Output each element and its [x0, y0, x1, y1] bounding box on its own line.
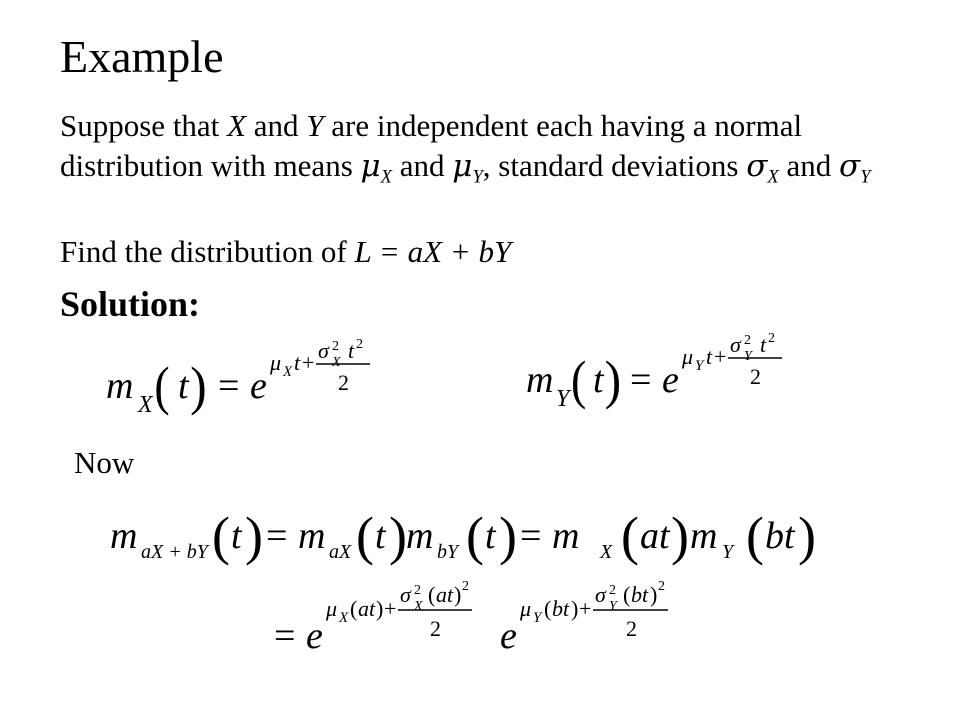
svg-text:t: t — [593, 359, 604, 401]
svg-text:bY: bY — [437, 541, 459, 563]
svg-text:(: ( — [350, 596, 358, 621]
svg-text:Y: Y — [533, 610, 542, 626]
svg-text:X: X — [600, 541, 613, 563]
svg-text:t: t — [178, 365, 189, 407]
svg-text:m: m — [526, 359, 554, 401]
svg-text:2: 2 — [356, 337, 363, 352]
svg-text:2: 2 — [430, 616, 441, 641]
svg-text:μ: μ — [520, 596, 532, 621]
svg-text:Y: Y — [744, 349, 752, 364]
svg-text:μ: μ — [270, 350, 282, 375]
problem-statement: Suppose that X and Y are independent each having a normal distribution with means $\mu_X$ and $\mu_Y$, standard deviations $\sigma_X$ and $\sigma_Y$ — [60, 108, 871, 188]
svg-text:e: e — [662, 359, 679, 401]
svg-text:): ) — [571, 596, 579, 621]
solution-heading: Solution: — [60, 284, 201, 324]
svg-text:t: t — [706, 344, 713, 369]
svg-text:σ: σ — [400, 582, 411, 607]
svg-text:=: = — [266, 515, 288, 557]
svg-text:bt: bt — [552, 596, 570, 621]
svg-text:X: X — [283, 364, 293, 380]
svg-text:X: X — [332, 355, 341, 370]
svg-text:m: m — [552, 515, 580, 557]
svg-text:Y: Y — [609, 599, 617, 614]
svg-text:t: t — [375, 515, 386, 557]
svg-text:2: 2 — [744, 333, 751, 348]
svg-text:): ) — [190, 357, 207, 417]
svg-text:t: t — [231, 515, 242, 557]
svg-text:): ) — [389, 506, 407, 566]
svg-text:t: t — [294, 350, 301, 375]
slide-title: Example — [60, 31, 224, 82]
svg-text:bt: bt — [631, 582, 649, 607]
svg-text:σ: σ — [595, 582, 606, 607]
svg-text:aX: aX — [329, 541, 352, 563]
svg-text:at: at — [436, 582, 454, 607]
svg-text:2: 2 — [750, 364, 761, 389]
svg-text:at: at — [640, 515, 670, 557]
svg-text:(: ( — [623, 582, 631, 607]
svg-text:e: e — [500, 615, 517, 657]
mgf-sum-equation — [100, 498, 840, 568]
svg-text:Y: Y — [556, 386, 570, 412]
svg-text:bt: bt — [765, 515, 795, 557]
mgf-x-equation — [100, 320, 400, 420]
svg-text:+: + — [714, 344, 727, 369]
svg-text:(: ( — [621, 506, 639, 566]
svg-text:X: X — [414, 599, 423, 614]
svg-text:μ: μ — [682, 344, 694, 369]
svg-text:): ) — [671, 506, 689, 566]
now-label: Now — [74, 445, 135, 480]
svg-text:2: 2 — [462, 579, 469, 594]
svg-text:aX + bY: aX + bY — [141, 541, 208, 563]
svg-text:m: m — [690, 515, 718, 557]
mgf-y-equation — [520, 314, 820, 414]
svg-text:m: m — [298, 515, 326, 557]
svg-text:+: + — [384, 596, 397, 621]
svg-text:(: ( — [571, 349, 587, 410]
svg-text:Y: Y — [722, 541, 734, 563]
svg-text:X: X — [138, 392, 153, 418]
svg-text:): ) — [245, 506, 263, 566]
svg-text:(: ( — [746, 506, 764, 566]
svg-text:2: 2 — [332, 339, 339, 354]
svg-text:=: = — [520, 515, 542, 557]
svg-text:σ: σ — [730, 332, 741, 357]
svg-text:σ: σ — [318, 338, 329, 363]
svg-text:=: = — [630, 359, 652, 401]
svg-text:2: 2 — [414, 583, 421, 598]
svg-text:μ: μ — [326, 596, 338, 621]
svg-text:): ) — [454, 582, 462, 607]
svg-text:(: ( — [212, 506, 230, 566]
svg-text:(: ( — [356, 506, 374, 566]
svg-text:): ) — [499, 506, 517, 566]
svg-text:): ) — [604, 351, 622, 411]
svg-text:m: m — [406, 515, 434, 557]
svg-text:at: at — [358, 596, 376, 621]
svg-text:): ) — [650, 582, 658, 607]
svg-text:2: 2 — [609, 583, 616, 598]
svg-text:t: t — [760, 332, 767, 357]
svg-text:(: ( — [544, 596, 552, 621]
mgf-result-equation — [266, 566, 706, 666]
svg-text:2: 2 — [658, 579, 665, 594]
svg-text:m: m — [110, 515, 138, 557]
task-statement: Find the distribution of L = aX + bY — [60, 234, 512, 269]
svg-text:+: + — [579, 596, 592, 621]
svg-text:2: 2 — [768, 331, 775, 346]
svg-text:t: t — [348, 338, 355, 363]
svg-text:+: + — [302, 350, 315, 375]
svg-text:(: ( — [428, 582, 436, 607]
svg-text:(: ( — [154, 355, 170, 416]
svg-text:X: X — [339, 610, 349, 626]
svg-text:=: = — [274, 615, 296, 657]
svg-text:2: 2 — [626, 616, 637, 641]
svg-text:): ) — [376, 596, 384, 621]
svg-text:=: = — [218, 365, 240, 407]
svg-text:t: t — [485, 515, 496, 557]
svg-text:2: 2 — [338, 370, 349, 395]
svg-text:e: e — [306, 615, 323, 657]
svg-text:(: ( — [466, 506, 484, 566]
svg-text:Y: Y — [695, 358, 704, 374]
svg-text:): ) — [798, 506, 816, 566]
svg-text:e: e — [250, 365, 267, 407]
svg-text:m: m — [106, 365, 134, 407]
